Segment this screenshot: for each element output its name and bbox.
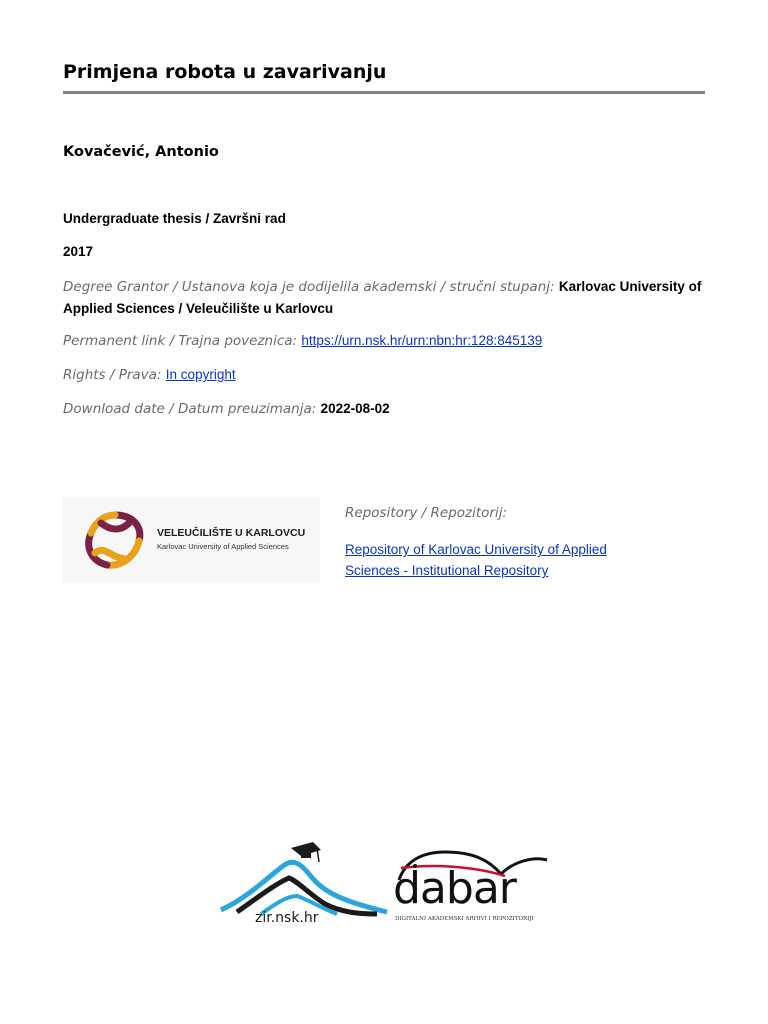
repository-label: Repository / Repozitorij: bbox=[345, 505, 508, 521]
thesis-type: Undergraduate thesis / Završni rad bbox=[63, 211, 286, 226]
degree-grantor-value: Karlovac University of Applied Sciences / Veleučilište u Karlovcu bbox=[63, 279, 702, 316]
title-divider bbox=[63, 91, 705, 94]
institution-emblem-icon bbox=[81, 509, 149, 573]
rights bbox=[63, 364, 703, 386]
permanent-link bbox=[63, 330, 703, 352]
rights-label: Rights / Prava: bbox=[63, 367, 162, 383]
zir-text: zir.nsk.hr bbox=[255, 910, 319, 926]
thesis-year: 2017 bbox=[63, 244, 94, 259]
institution-name: VELEUČILIŠTE U KARLOVCU bbox=[157, 527, 306, 539]
repository-link[interactable]: Repository of Karlovac University of Applied Sciences - Institutional Repository bbox=[345, 542, 607, 578]
degree-grantor bbox=[63, 276, 703, 320]
download-date-value: 2022-08-02 bbox=[320, 401, 390, 416]
rights-link[interactable]: In copyright bbox=[165, 367, 236, 382]
degree-grantor-label: Degree Grantor / Ustanova koja je dodijelila akademski / stručni stupanj: bbox=[63, 279, 555, 295]
institution-subtitle: Karlovac University of Applied Sciences bbox=[157, 542, 289, 551]
dabar-wordmark: dabar bbox=[393, 863, 516, 914]
author-name: Kovačević, Antonio bbox=[63, 144, 219, 160]
dabar-subtitle: DIGITALNI AKADEMSKI ARHIVI I REPOZITORIJI bbox=[395, 916, 534, 922]
permanent-link-url[interactable]: https://urn.nsk.hr/urn:nbn:hr:128:845139 bbox=[301, 333, 543, 348]
permanent-link-label: Permanent link / Trajna poveznica: bbox=[63, 333, 298, 349]
zir-mountain-icon bbox=[217, 838, 397, 918]
download-date-label: Download date / Datum preuzimanja: bbox=[63, 401, 317, 417]
document-title: Primjena robota u zavarivanju bbox=[63, 61, 387, 83]
download-date bbox=[63, 398, 703, 420]
institution-logo bbox=[63, 497, 320, 583]
footer-logos bbox=[217, 838, 557, 934]
